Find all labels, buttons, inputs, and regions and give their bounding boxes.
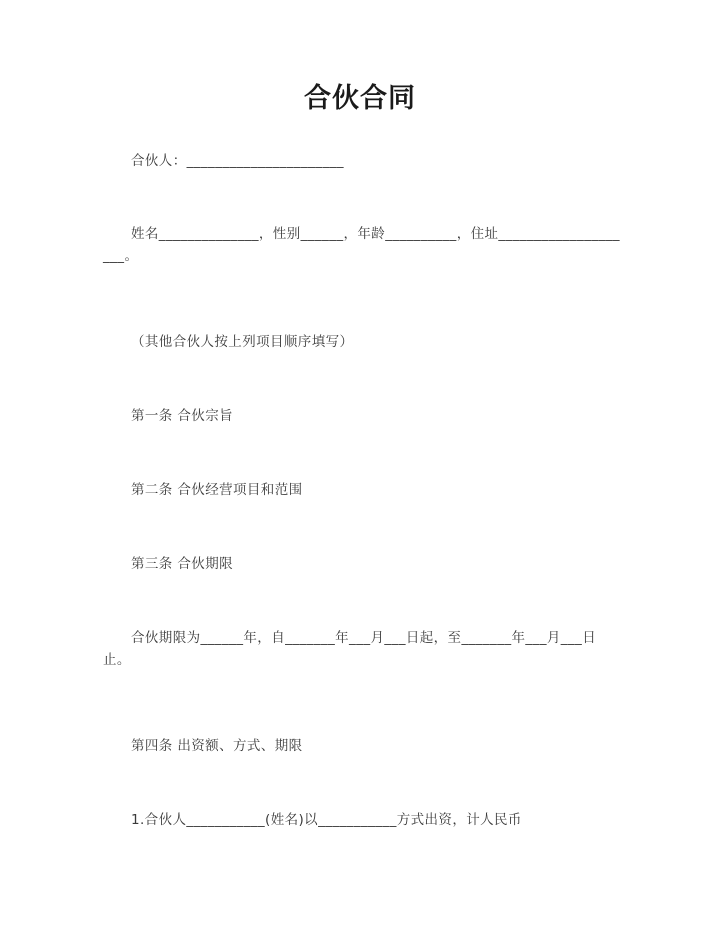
page-title: 合伙合同 <box>304 83 416 114</box>
paragraph-partnership-term: 合伙期限为______年，自_______年___月___日起，至_______年___月___日止。 <box>103 630 597 668</box>
paragraph-partner-label: 合伙人：______________________ <box>131 153 344 169</box>
paragraph-other-partners-note: （其他合伙人按上列项目顺序填写） <box>131 334 354 350</box>
paragraph-contribution-item-1: 1.合伙人___________(姓名)以___________方式出资，计人民币 <box>131 812 522 828</box>
paragraph-partner-details: 姓名______________，性别______，年龄__________，住址____________________。 <box>103 226 620 264</box>
paragraph-article-2: 第二条 合伙经营项目和范围 <box>131 482 303 498</box>
paragraph-article-3: 第三条 合伙期限 <box>131 556 233 572</box>
paragraph-article-4: 第四条 出资额、方式、期限 <box>131 738 303 754</box>
paragraph-article-1: 第一条 合伙宗旨 <box>131 408 233 424</box>
